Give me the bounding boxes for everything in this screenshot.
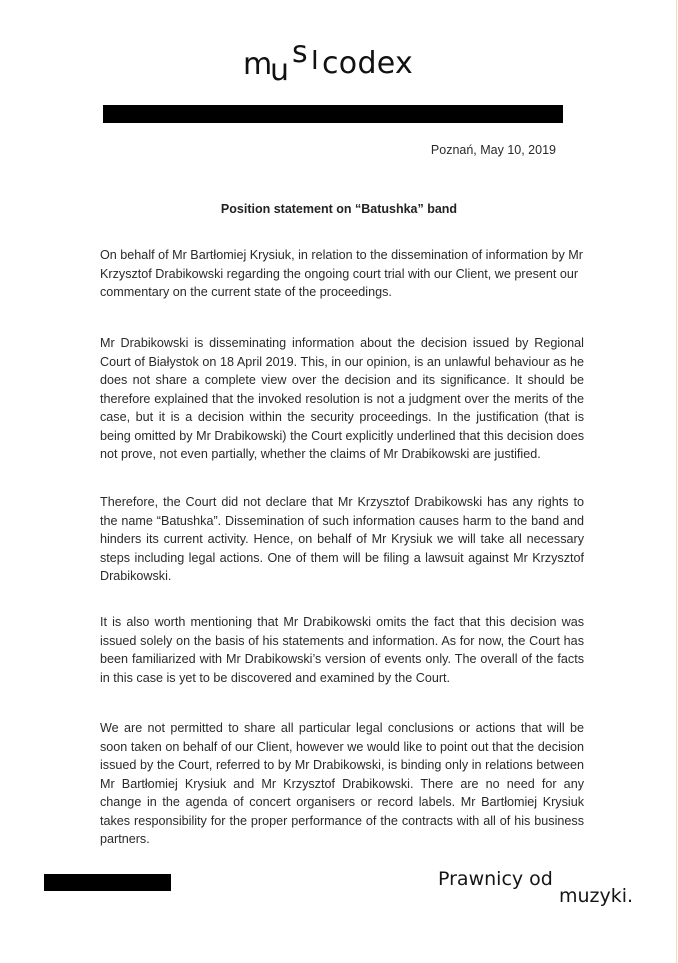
letter-title: Position statement on “Batushka” band — [220, 202, 458, 216]
paragraph-5: We are not permitted to share all particular legal conclusions or actions that will be soon taken on behalf of our Client, however we would like to point out that the decision issued by the Court, referred to by Mr Drabikowski, is binding only in relations between Mr Bartłomiej Krysiuk and Mr Krzysztof Drabikowski. There are no need for any change in the agenda of concert organisers or record labels. Mr Bartłomiej Krysiuk takes responsibility for the proper performance of the contracts with all of his business partners. — [100, 721, 584, 846]
logo-word-codex: codex — [322, 46, 414, 81]
paragraph-3: Therefore, the Court did not declare that Mr Krzysztof Drabikowski has any rights to the name “Batushka”. Dissemination of such information causes harm to the band and hinders its current activity. Hence, on behalf of Mr Krysiuk we will take all necessary steps including legal actions. One of them will be filing a lawsuit against Mr Krzysztof Drabikowski. — [100, 495, 584, 583]
letter-date: Poznań, May 10, 2019 — [430, 143, 556, 157]
page-edge — [676, 0, 677, 963]
logo-letter-s: s — [292, 35, 308, 70]
logo-letter-u: u — [270, 53, 290, 88]
footer-logo-line-1: Prawnicy od — [438, 868, 553, 890]
paragraph-2: Mr Drabikowski is disseminating information about the decision issued by Regional Court of Białystok on 18 April 2019. This, in our opinion, is an unlawful behaviour as he does not share a complete view over the decision and its significance. It should be therefore explained that the invoked resolution is not a judgment over the merits of the case, but it is a decision within the security proceedings. In the justification (that is being omitted by Mr Drabikowski) the Court explicitly underlined that this decision does not prove, not even partially, whether the claims of Mr Drabikowski are justified. — [100, 336, 584, 461]
prawnicy-od-muzyki-logo — [438, 868, 648, 913]
paragraph-1: On behalf of Mr Bartłomiej Krysiuk, in relation to the dissemination of information by Mr Krzysztof Drabikowski regarding the ongoing court trial with our Client, we present our commentary on the current state of the proceedings. — [100, 248, 583, 299]
paragraph-4: It is also worth mentioning that Mr Drabikowski omits the fact that this decision was issued solely on the basis of his statements and information. As for now, the Court has been familiarized with Mr Drabikowski’s version of events only. The overall of the facts in this case is yet to be discovered and examined by the Court. — [100, 615, 584, 685]
musicodex-logo — [243, 36, 423, 86]
redacted-signature — [44, 874, 171, 891]
logo-letter-i: I — [311, 46, 319, 76]
logo-letter-m: m — [243, 47, 273, 82]
footer-logo-line-2: muzyki. — [559, 885, 634, 907]
redacted-header-line — [103, 105, 563, 123]
